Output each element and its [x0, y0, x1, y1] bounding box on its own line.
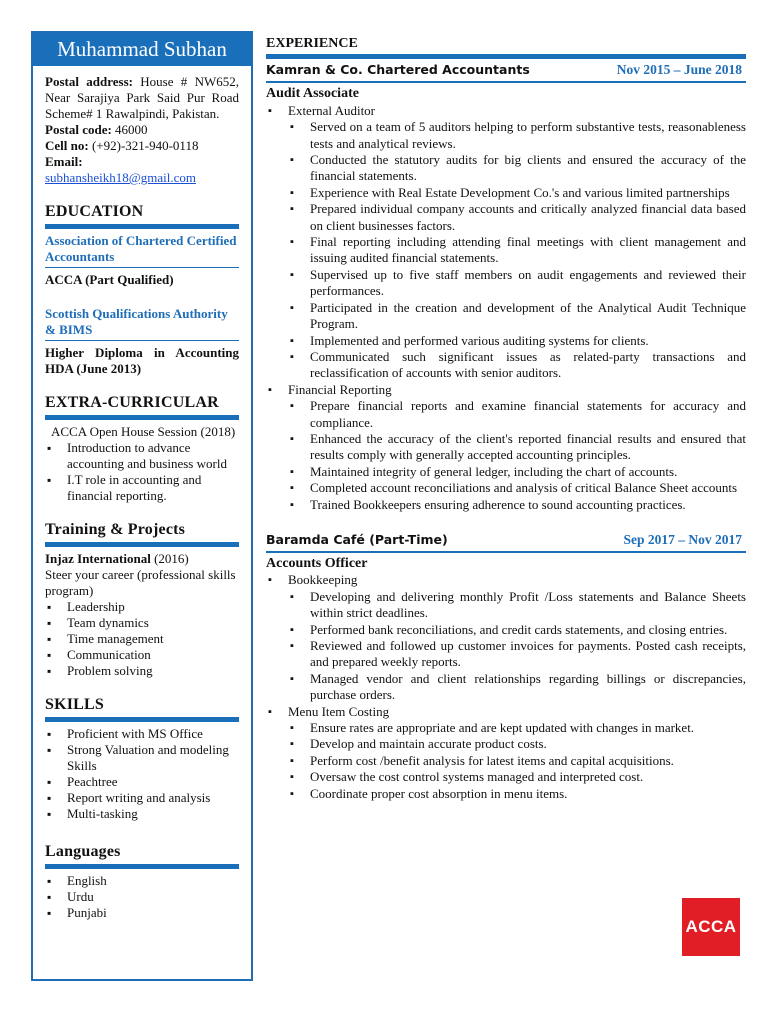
list-item: ▪ Reviewed and followed up customer invoices for payments. Posted cash receipts, and prepared weekly reports. [288, 638, 746, 671]
list-item: ▪ Communication [45, 647, 239, 663]
list-item: ▪ English [45, 873, 239, 889]
list-item: ▪ Time management [45, 631, 239, 647]
list-item: ▪ Team dynamics [45, 615, 239, 631]
education-qualification: Higher Diploma in Accounting HDA (June 2013) [45, 345, 239, 376]
training-year: (2016) [154, 551, 189, 566]
name-banner [33, 33, 251, 66]
list-item: ▪ Trained Bookkeepers ensuring adherence to sound accounting practices. [288, 497, 746, 513]
sidebar [31, 31, 253, 981]
list-item: ▪ Develop and maintain accurate product costs. [288, 736, 746, 752]
extra-curricular-divider [45, 415, 239, 420]
languages-list [45, 873, 239, 921]
postal-address-value: House # NW652, Near Sarajiya Park Said Pur Road Scheme# 1 Rawalpindi, Pakistan. [45, 74, 240, 121]
list-item: ▪ Peachtree [45, 774, 239, 790]
job-header [266, 59, 746, 83]
list-item: ▪ I.T role in accounting and financial reporting. [45, 472, 239, 504]
duty-list [288, 119, 746, 382]
list-item: ▪ Oversaw the cost control systems managed and interpreted cost. [288, 769, 746, 785]
training-list [45, 599, 239, 679]
list-item: ▪ Prepare financial reports and examine financial statements for accuracy and compliance. [288, 398, 746, 431]
training-heading: Training & Projects [45, 521, 186, 538]
list-item: ▪ Developing and delivering monthly Profit /Loss statements and Balance Sheets within strict deadlines. [288, 589, 746, 622]
education-line [45, 267, 239, 268]
extra-event: ACCA Open House Session (2018) [51, 424, 236, 439]
experience-heading: EXPERIENCE [266, 36, 358, 51]
list-item: ▪ Performed bank reconciliations, and credit cards statements, and closing entries. [288, 622, 746, 638]
duty-group-title: External Auditor [288, 102, 376, 118]
education-qualification: ACCA (Part Qualified) [45, 272, 174, 287]
candidate-name: Muhammad Subhan [57, 37, 227, 61]
job-dates: Nov 2015 – June 2018 [616, 62, 742, 78]
list-item: ▪ Punjabi [45, 905, 239, 921]
list-item: ▪ Proficient with MS Office [45, 726, 239, 742]
list-item: ▪ Introduction to advance accounting and business world [45, 440, 239, 472]
education-entry [45, 233, 239, 288]
list-item: ▪ Perform cost /benefit analysis for latest items and capital acquisitions. [288, 753, 746, 769]
sidebar-content [33, 66, 251, 921]
postal-address [45, 74, 239, 122]
training-program: Steer your career (professional skills program) [45, 567, 236, 598]
list-item: ▪ Managed vendor and client relationships regarding billings or discrepancies, purchase orders. [288, 671, 746, 704]
training-org: Injaz International [45, 551, 151, 566]
list-item: ▪ Implemented and performed various auditing systems for clients. [288, 333, 746, 349]
education-entry [45, 306, 239, 377]
list-item: ▪ Maintained integrity of general ledger, including the chart of accounts. [288, 464, 746, 480]
job-groups [266, 103, 746, 513]
languages-heading: Languages [45, 843, 121, 860]
email-label: Email: [45, 154, 83, 169]
education-institution: Association of Chartered Certified Accountants [45, 233, 237, 264]
skills-divider [45, 717, 239, 722]
skills-list [45, 726, 239, 822]
list-item: ▪ Urdu [45, 889, 239, 905]
duty-group-title: Bookkeeping [288, 572, 358, 588]
training-org-line [45, 551, 239, 567]
company-name: Baramda Café (Part-Time) [266, 531, 448, 547]
company-name: Kamran & Co. Chartered Accountants [266, 62, 530, 78]
duty-group [266, 103, 746, 382]
education-heading: EDUCATION [45, 203, 144, 220]
list-item: ▪ Strong Valuation and modeling Skills [45, 742, 239, 774]
postal-code-value: 46000 [115, 122, 148, 137]
experience-section [266, 36, 746, 802]
list-item: ▪ Served on a team of 5 auditors helping to perform substantive tests, reasonableness tests and analytical reviews. [288, 119, 746, 152]
education-line [45, 340, 239, 341]
list-item: ▪ Prepared individual company accounts and critically analyzed financial data based on client businesses factors. [288, 201, 746, 234]
training-divider [45, 542, 239, 547]
job-role: Accounts Officer [266, 555, 368, 571]
list-item: ▪ Coordinate proper cost absorption in menu items. [288, 786, 746, 802]
email-link[interactable]: subhansheikh18@gmail.com [45, 170, 196, 185]
skills-heading: SKILLS [45, 696, 105, 713]
list-item: ▪ Communicated such significant issues as related-party transactions and reclassification of accounts with senior auditors. [288, 349, 746, 382]
duty-list [288, 589, 746, 704]
education-divider [45, 224, 239, 229]
acca-logo [682, 898, 740, 956]
cell-value: (+92)-321-940-0118 [91, 138, 199, 153]
job-header [266, 529, 746, 553]
duty-group [266, 704, 746, 802]
job-groups [266, 572, 746, 802]
list-item: ▪ Problem solving [45, 663, 239, 679]
list-item: ▪ Conducted the statutory audits for big clients and ensured the accuracy of the financial statements. [288, 152, 746, 185]
job-dates: Sep 2017 – Nov 2017 [623, 531, 742, 547]
education-institution: Scottish Qualifications Authority & BIMS [45, 306, 228, 337]
list-item: ▪ Report writing and analysis [45, 790, 239, 806]
duty-group-title: Menu Item Costing [288, 703, 390, 719]
duty-list [288, 720, 746, 802]
languages-divider [45, 864, 239, 869]
extra-curricular-heading: EXTRA-CURRICULAR [45, 394, 219, 411]
postal-code-label: Postal code: [45, 122, 112, 137]
list-item: ▪ Leadership [45, 599, 239, 615]
duty-group-title: Financial Reporting [288, 381, 392, 397]
cell-label: Cell no: [45, 138, 89, 153]
extra-curricular-list [45, 440, 239, 504]
list-item: ▪ Ensure rates are appropriate and are kept updated with changes in market. [288, 720, 746, 736]
cell-number [45, 138, 239, 154]
list-item: ▪ Experience with Real Estate Development Co.'s and various limited partnerships [288, 185, 746, 201]
job-role: Audit Associate [266, 86, 359, 102]
duty-group [266, 382, 746, 513]
duty-list [288, 398, 746, 513]
email [45, 154, 239, 170]
list-item: ▪ Participated in the creation and development of the Analytical Audit Technique Program. [288, 300, 746, 333]
list-item: ▪ Final reporting including attending final meetings with client management and issuing audited financial statements. [288, 234, 746, 267]
contact-block [45, 74, 239, 186]
acca-logo-text: ACCA [685, 917, 737, 936]
postal-code [45, 122, 239, 138]
list-item: ▪ Supervised up to five staff members on audit engagements and reviewed their performances. [288, 267, 746, 300]
list-item: ▪ Enhanced the accuracy of the client's reported financial results and ensured that results comply with generally accepted accounting principles. [288, 431, 746, 464]
duty-group [266, 572, 746, 703]
list-item: ▪ Completed account reconciliations and analysis of critical Balance Sheet accounts [288, 480, 746, 496]
postal-address-label: Postal address: [45, 74, 133, 89]
list-item: ▪ Multi-tasking [45, 806, 239, 822]
